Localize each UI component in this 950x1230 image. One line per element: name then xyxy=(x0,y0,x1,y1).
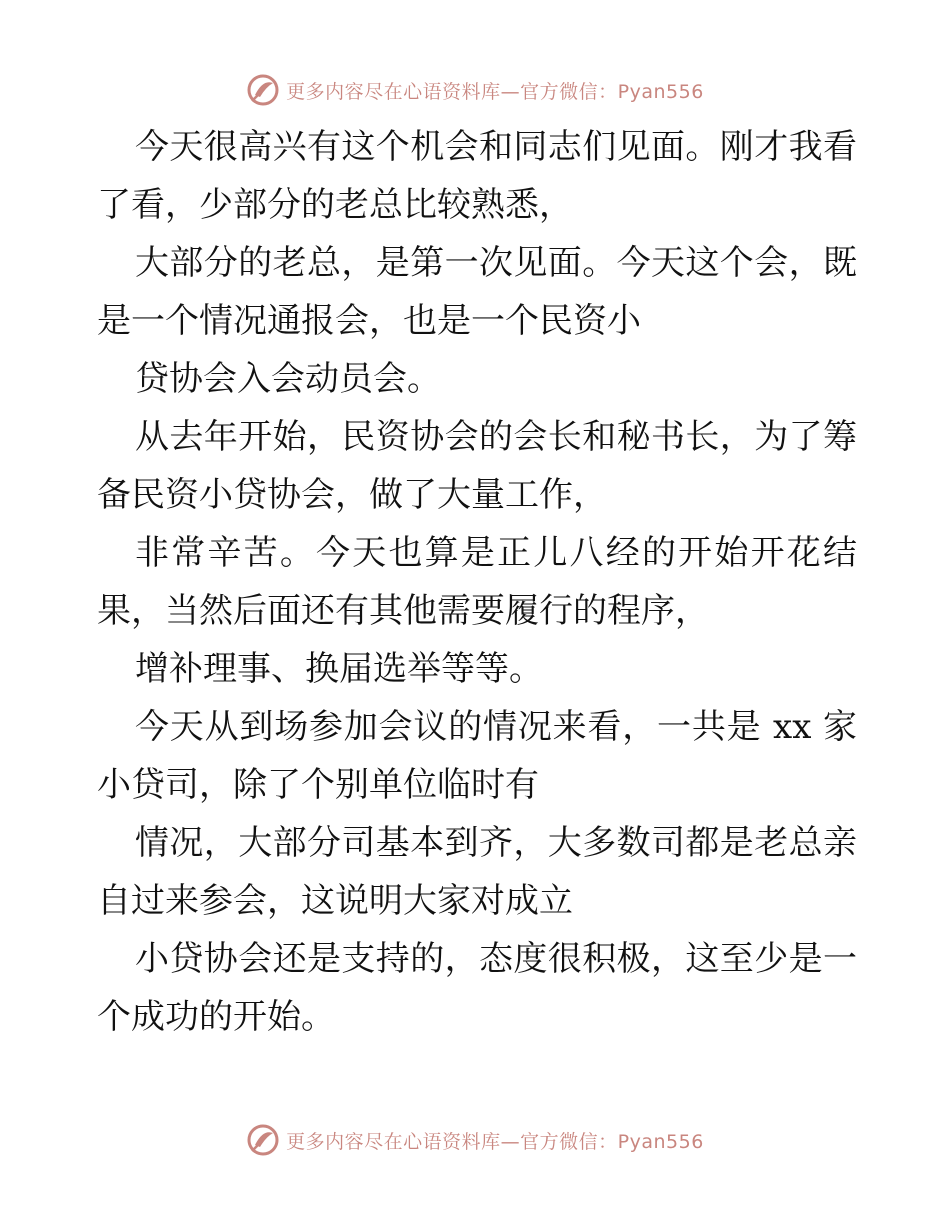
paragraph: 增补理事、换届选举等等。 xyxy=(135,649,543,689)
paragraph: 贷协会入会动员会。 xyxy=(135,359,441,399)
document-body xyxy=(97,118,857,1046)
paragraph: 从去年开始，民资协会的会长和秘书长，为了筹备民资小贷协会，做了大量工作， xyxy=(97,417,857,515)
brand-logo-icon xyxy=(246,73,280,107)
paragraph: 非常辛苦。今天也算是正儿八经的开始开花结果，当然后面还有其他需要履行的程序， xyxy=(97,533,857,631)
header-watermark xyxy=(0,70,950,110)
brand-logo-icon xyxy=(246,1123,280,1157)
footer-watermark xyxy=(0,1120,950,1160)
paragraph: 情况，大部分司基本到齐，大多数司都是老总亲自过来参会，这说明大家对成立 xyxy=(97,823,857,921)
paragraph: 大部分的老总，是第一次见面。今天这个会，既是一个情况通报会，也是一个民资小 xyxy=(97,243,857,341)
paragraph: 今天从到场参加会议的情况来看，一共是 xx 家小贷司，除了个别单位临时有 xyxy=(97,707,857,805)
paragraph: 今天很高兴有这个机会和同志们见面。刚才我看了看，少部分的老总比较熟悉， xyxy=(97,127,857,225)
watermark-text: 更多内容尽在心语资料库—官方微信：Pyan556 xyxy=(286,80,704,103)
watermark-text: 更多内容尽在心语资料库—官方微信：Pyan556 xyxy=(286,1130,704,1153)
paragraph: 小贷协会还是支持的，态度很积极，这至少是一个成功的开始。 xyxy=(97,939,857,1037)
